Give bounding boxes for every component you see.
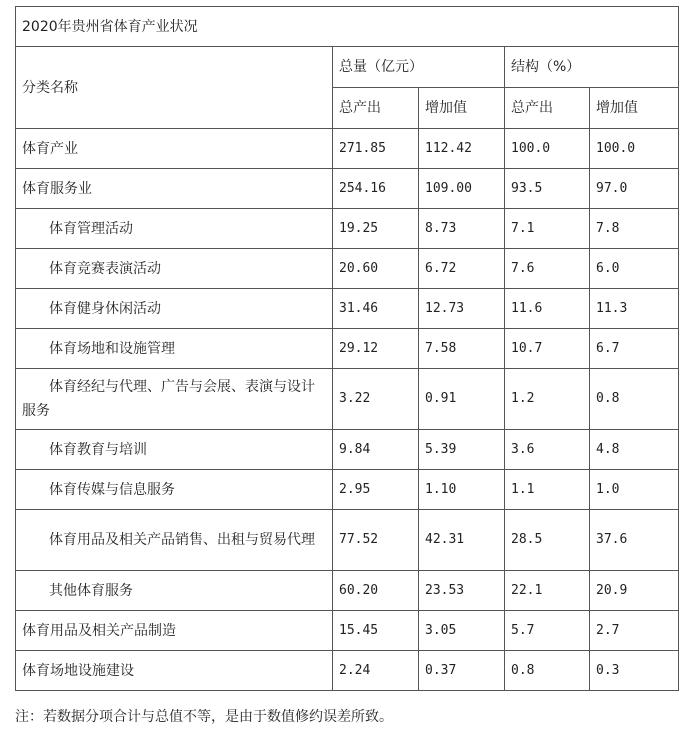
row-name-cell xyxy=(16,470,333,510)
cell-value-added-pct: 4.8 xyxy=(590,430,679,470)
row-name: 体育传媒与信息服务 xyxy=(49,481,175,498)
header-category-name: 分类名称 xyxy=(16,47,333,129)
row-name-cell xyxy=(16,571,333,611)
table-row xyxy=(16,651,679,691)
cell-total-output: 2.95 xyxy=(333,470,419,510)
row-name: 体育产业 xyxy=(22,140,78,157)
cell-value-added: 1.10 xyxy=(419,470,505,510)
cell-value-added: 12.73 xyxy=(419,289,505,329)
table-row xyxy=(16,510,679,571)
cell-value-added: 3.05 xyxy=(419,611,505,651)
cell-value-added-pct: 0.8 xyxy=(590,369,679,430)
row-name-cell xyxy=(16,169,333,209)
cell-output-pct: 11.6 xyxy=(505,289,590,329)
row-name-cell xyxy=(16,611,333,651)
cell-value-added-pct: 100.0 xyxy=(590,129,679,169)
cell-value-added-pct: 97.0 xyxy=(590,169,679,209)
row-name: 体育场地和设施管理 xyxy=(49,340,175,357)
table-title-row xyxy=(16,7,679,47)
row-name-cell xyxy=(16,510,333,571)
cell-output-pct: 3.6 xyxy=(505,430,590,470)
cell-value-added-pct: 2.7 xyxy=(590,611,679,651)
header-total-group: 总量（亿元） xyxy=(333,47,505,88)
table-row xyxy=(16,169,679,209)
table-row xyxy=(16,369,679,430)
cell-output-pct: 100.0 xyxy=(505,129,590,169)
header-row-main xyxy=(16,47,679,88)
row-name: 体育用品及相关产品销售、出租与贸易代理 xyxy=(49,532,315,548)
row-name-cell xyxy=(16,369,333,430)
cell-total-output: 3.22 xyxy=(333,369,419,430)
cell-value-added-pct: 0.3 xyxy=(590,651,679,691)
row-name: 体育教育与培训 xyxy=(49,441,147,458)
cell-value-added: 109.00 xyxy=(419,169,505,209)
cell-value-added: 112.42 xyxy=(419,129,505,169)
row-name-cell xyxy=(16,651,333,691)
cell-output-pct: 7.6 xyxy=(505,249,590,289)
cell-value-added: 0.37 xyxy=(419,651,505,691)
cell-value-added: 0.91 xyxy=(419,369,505,430)
cell-value-added-pct: 7.8 xyxy=(590,209,679,249)
row-name: 体育健身休闲活动 xyxy=(49,300,161,317)
cell-value-added: 6.72 xyxy=(419,249,505,289)
cell-value-added-pct: 37.6 xyxy=(590,510,679,571)
header-value-added: 增加值 xyxy=(419,88,505,129)
table-row xyxy=(16,249,679,289)
cell-value-added: 7.58 xyxy=(419,329,505,369)
header-total-output: 总产出 xyxy=(333,88,419,129)
row-name: 其他体育服务 xyxy=(49,582,133,599)
table-row xyxy=(16,571,679,611)
cell-value-added-pct: 20.9 xyxy=(590,571,679,611)
row-name-cell xyxy=(16,430,333,470)
header-output-pct: 总产出 xyxy=(505,88,590,129)
cell-output-pct: 10.7 xyxy=(505,329,590,369)
cell-value-added: 42.31 xyxy=(419,510,505,571)
row-name-cell xyxy=(16,329,333,369)
sports-industry-table xyxy=(15,6,679,691)
row-name: 体育用品及相关产品制造 xyxy=(22,622,176,639)
table-row xyxy=(16,430,679,470)
cell-total-output: 31.46 xyxy=(333,289,419,329)
table-footnote: 注：若数据分项合计与总值不等，是由于数值修约误差所致。 xyxy=(15,709,393,725)
row-name: 体育管理活动 xyxy=(49,220,133,237)
cell-value-added-pct: 11.3 xyxy=(590,289,679,329)
cell-total-output: 271.85 xyxy=(333,129,419,169)
row-name-cell xyxy=(16,249,333,289)
table-title: 2020年贵州省体育产业状况 xyxy=(16,7,679,47)
row-name: 体育竞赛表演活动 xyxy=(49,260,161,277)
cell-value-added: 23.53 xyxy=(419,571,505,611)
cell-total-output: 254.16 xyxy=(333,169,419,209)
table-row xyxy=(16,129,679,169)
row-name-cell xyxy=(16,209,333,249)
cell-total-output: 20.60 xyxy=(333,249,419,289)
table-row xyxy=(16,289,679,329)
row-name: 体育经纪与代理、广告与会展、表演与设计服务 xyxy=(22,379,315,419)
row-name-cell xyxy=(16,289,333,329)
cell-output-pct: 1.1 xyxy=(505,470,590,510)
cell-output-pct: 93.5 xyxy=(505,169,590,209)
cell-output-pct: 22.1 xyxy=(505,571,590,611)
cell-value-added-pct: 6.7 xyxy=(590,329,679,369)
cell-total-output: 77.52 xyxy=(333,510,419,571)
cell-output-pct: 5.7 xyxy=(505,611,590,651)
cell-value-added-pct: 6.0 xyxy=(590,249,679,289)
table-row xyxy=(16,329,679,369)
row-name-cell xyxy=(16,129,333,169)
cell-total-output: 15.45 xyxy=(333,611,419,651)
table-row xyxy=(16,209,679,249)
cell-value-added: 5.39 xyxy=(419,430,505,470)
cell-total-output: 29.12 xyxy=(333,329,419,369)
cell-output-pct: 0.8 xyxy=(505,651,590,691)
row-name: 体育服务业 xyxy=(22,180,92,197)
cell-total-output: 19.25 xyxy=(333,209,419,249)
cell-total-output: 60.20 xyxy=(333,571,419,611)
table-row xyxy=(16,470,679,510)
cell-total-output: 9.84 xyxy=(333,430,419,470)
cell-value-added: 8.73 xyxy=(419,209,505,249)
cell-output-pct: 1.2 xyxy=(505,369,590,430)
table-row xyxy=(16,611,679,651)
cell-value-added-pct: 1.0 xyxy=(590,470,679,510)
row-name: 体育场地设施建设 xyxy=(22,662,134,679)
header-structure-group: 结构（%） xyxy=(505,47,679,88)
cell-total-output: 2.24 xyxy=(333,651,419,691)
cell-output-pct: 28.5 xyxy=(505,510,590,571)
header-value-added-pct: 增加值 xyxy=(590,88,679,129)
cell-output-pct: 7.1 xyxy=(505,209,590,249)
